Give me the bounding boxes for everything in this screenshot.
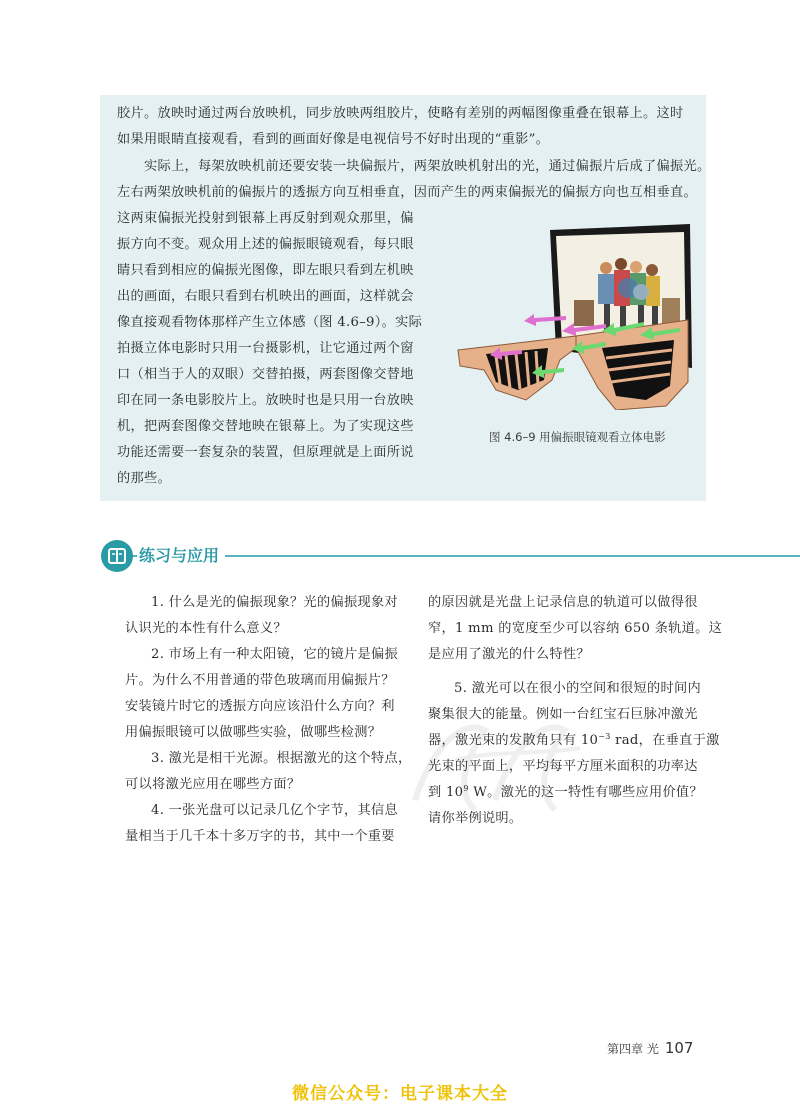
exercise-2 xyxy=(125,642,411,746)
wechat-banner: 微信公众号：电子课本大全 xyxy=(292,1084,508,1104)
text-line: 请你举例说明。 xyxy=(428,811,523,826)
text-line: 4. 一张光盘可以记录几亿个字节，其信息 xyxy=(151,803,398,818)
text-line: 的那些。 xyxy=(117,471,171,486)
exercise-4 xyxy=(125,798,411,850)
figure-caption: 图 4.6–9 用偏振眼镜观看立体电影 xyxy=(489,430,666,444)
text-line: 功能还需要一套复杂的装置，但原理就是上面所说 xyxy=(117,445,414,460)
text-line: 印在同一条电影胶片上。放映时也是只用一台放映 xyxy=(117,393,414,408)
text-line: 振方向不变。观众用上述的偏振眼镜观看，每只眼 xyxy=(117,237,414,252)
text-line: 睛只看到相应的偏振光图像，即左眼只看到左机映 xyxy=(117,263,414,278)
exercise-5 xyxy=(428,676,722,832)
text-line: 是应用了激光的什么特性？ xyxy=(428,647,590,662)
paragraph-1 xyxy=(117,101,692,153)
superscript: 9 xyxy=(463,784,469,793)
text-line: 1. 什么是光的偏振现象？光的偏振现象对 xyxy=(151,595,398,610)
text-line: 拍摄立体电影时只用一台摄影机，让它通过两个窗 xyxy=(117,341,414,356)
exercise-column-left xyxy=(125,590,411,850)
text-line: 如果用眼睛直接观看，看到的画面好像是电视信号不好时出现的“重影”。 xyxy=(117,132,550,147)
paragraph-2 xyxy=(117,154,711,206)
text-line: 聚集很大的能量。例如一台红宝石巨脉冲激光 xyxy=(428,707,698,722)
section-title: 练习与应用 xyxy=(137,545,225,567)
stereo-movie-illustration xyxy=(456,210,696,410)
text-line: 这两束偏振光投射到银幕上再反射到观众那里，偏 xyxy=(117,211,414,226)
text-line: 3. 激光是相干光源。根据激光的这个特点， xyxy=(151,751,412,766)
text-line: 的原因就是光盘上记录信息的轨道可以做得很 xyxy=(428,595,698,610)
exercise-3 xyxy=(125,746,411,798)
text-line: 机，把两套图像交替地映在银幕上。为了实现这些 xyxy=(117,419,414,434)
text-line: 胶片。放映时通过两台放映机，同步放映两组胶片，使略有差别的两幅图像重叠在银幕上。这时 xyxy=(117,106,684,121)
text-line: 量相当于几千本十多万字的书，其中一个重要 xyxy=(125,829,395,844)
practice-book-icon xyxy=(101,540,133,572)
exercise-column-right xyxy=(428,590,722,832)
text-line: 像直接观看物体那样产生立体感（图 4.6–9）。实际 xyxy=(117,315,423,330)
text-line: 光束的平面上，平均每平方厘米面积的功率达 xyxy=(428,759,698,774)
text-line: 可以将激光应用在哪些方面？ xyxy=(125,777,301,792)
text-line: 实际上，每架放映机前还要安装一块偏振片，两架放映机射出的光，通过偏振片后成了偏振光。 xyxy=(144,159,711,174)
text-line xyxy=(428,728,722,754)
text-line: 片。为什么不用普通的带色玻璃而用偏振片？ xyxy=(125,673,395,688)
superscript: −3 xyxy=(598,732,611,741)
text-line: 左右两架放映机前的偏振片的透振方向互相垂直，因而产生的两束偏振光的偏振方向也互相垂直。 xyxy=(117,185,697,200)
chapter-label: 第四章 光 xyxy=(607,1042,659,1056)
text-line: 窄，1 mm 的宽度至少可以容纳 650 条轨道。这 xyxy=(428,621,723,636)
exercise-1 xyxy=(125,590,411,642)
text-line: 安装镜片时它的透振方向应该沿什么方向？利 xyxy=(125,699,395,714)
text-line: 认识光的本性有什么意义？ xyxy=(125,621,287,636)
page-footer xyxy=(607,1039,693,1057)
text-span: 器，激光束的发散角只有 10 xyxy=(428,733,599,748)
page-number: 107 xyxy=(664,1039,694,1057)
text-line: 口（相当于人的双眼）交替拍摄，两套图像交替地 xyxy=(117,367,414,382)
text-span: W。激光的这一特性有哪些应用价值？ xyxy=(468,785,703,800)
text-span: rad，在垂直于激 xyxy=(610,733,720,748)
text-span: 到 10 xyxy=(428,785,464,800)
text-line: 用偏振眼镜可以做哪些实验，做哪些检测？ xyxy=(125,725,382,740)
text-line xyxy=(428,780,722,806)
text-line: 出的画面，右眼只看到右机映出的画面，这样就会 xyxy=(117,289,414,304)
text-line: 2. 市场上有一种太阳镜，它的镜片是偏振 xyxy=(151,647,398,662)
paragraph-3 xyxy=(117,206,429,492)
text-line: 5. 激光可以在很小的空间和很短的时间内 xyxy=(454,681,701,696)
